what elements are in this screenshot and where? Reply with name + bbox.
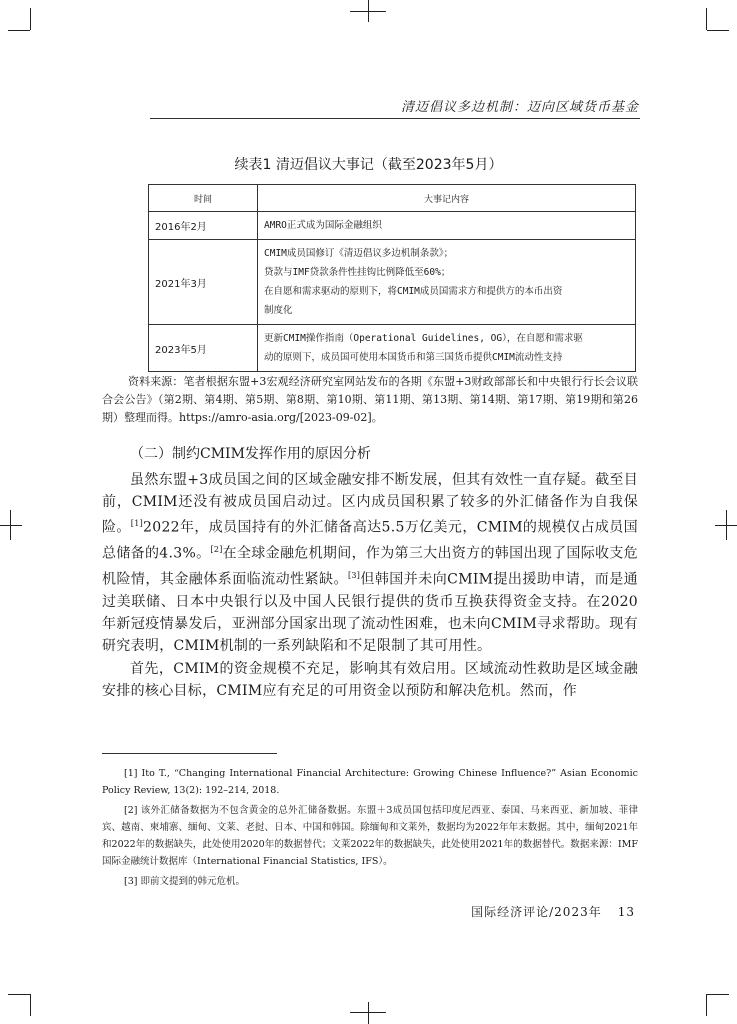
body-text: [102, 469, 638, 702]
text-run: 但韩国并未向CMIM提出援助申请，而是通过美联储、日本中央银行以及中国人民银行提供的货币互换获得资金支持。在2020年新冠疫情暴发后，亚洲部分国家出现了流动性困难，也未向CMIM寻求帮助。现有研究表明，CMIM机制的一系列缺陷和不足限制了其可用性。: [102, 571, 638, 655]
journal-name: 国际经济评论/2023年: [471, 905, 602, 919]
crop-mark: [368, 1002, 369, 1024]
table-row: [149, 240, 636, 325]
content-line: CMIM成员国修订《清迈倡议多边机制条款》；: [264, 248, 454, 259]
crop-mark: [8, 30, 30, 31]
paragraph: [102, 469, 638, 658]
crop-mark: [0, 525, 22, 526]
cell-time: 2016年2月: [149, 212, 258, 240]
running-head: 清迈倡议多边机制：迈向区域货币基金: [400, 100, 639, 115]
crop-mark: [30, 994, 31, 1016]
footnote-rule: [102, 753, 277, 754]
footnote-ref-2[interactable]: [2]: [210, 545, 223, 555]
table-row: [149, 325, 636, 372]
crop-mark: [350, 1012, 386, 1013]
header-rule: [150, 118, 640, 119]
crop-mark: [706, 994, 707, 1016]
footnote-ref-1[interactable]: [1]: [130, 519, 144, 529]
table-row: [149, 212, 636, 240]
cell-content: [258, 212, 636, 240]
content-line: 动的原则下，成员国可使用本国货币和第三国货币提供CMIM流动性支持: [264, 352, 563, 363]
section-heading: （二）制约CMIM发挥作用的原因分析: [130, 446, 371, 462]
text-run: 虽然东盟+3成员国之间的区域金融安排不断发展，但其有效性一直存疑。截至目前，CMIM还没有被成员国启动过。区内成员国积累了较多的外汇储备作为自我保险。: [102, 472, 638, 537]
cell-content: [258, 240, 636, 325]
crop-mark: [715, 525, 737, 526]
events-table: [148, 184, 636, 372]
footnote-ref-3[interactable]: [3]: [347, 571, 361, 581]
table-source-note: 资料来源：笔者根据东盟+3宏观经济研究室网站发布的各期《东盟+3财政部部长和中央银行行长会议联合会公告》（第2期、第4期、第5期、第8期、第10期、第11期、第13期、第14期、第17期、第19期和第26期）整理而得。https://amro-asia.org/[2023-09-02]。: [102, 375, 638, 424]
content-line: 在自愿和需求驱动的原则下，将CMIM成员国需求方和提供方的本币出资: [264, 286, 563, 297]
content-line: 制度化: [264, 305, 293, 316]
crop-mark: [707, 994, 729, 995]
crop-mark: [706, 8, 707, 30]
crop-mark: [8, 994, 30, 995]
cell-time: 2023年5月: [149, 325, 258, 372]
column-header-time: 时间: [149, 185, 258, 212]
page-footer: [471, 903, 635, 920]
cell-time: 2021年3月: [149, 240, 258, 325]
cell-content: [258, 325, 636, 372]
content-line: 贷款与IMF贷款条件性挂钩比例降低至60%；: [264, 267, 451, 278]
crop-mark: [707, 30, 729, 31]
page-number: 13: [617, 905, 635, 919]
content-line: AMRO正式成为国际金融组织: [264, 220, 382, 231]
column-header-content: 大事记内容: [258, 185, 636, 212]
text-run: 在全球金融危机期间，作为第三大出资方的韩国出现了国际收支危机险情，其金融体系面临流动性紧缺。: [102, 545, 638, 588]
paragraph: 首先，CMIM的资金规模不充足，影响其有效启用。区域流动性救助是区域金融安排的核心目标，CMIM应有充足的可用资金以预防和解决危机。然而，作: [102, 660, 638, 699]
footnote: [2] 该外汇储备数据为不包含黄金的总外汇储备数据。东盟＋3成员国包括印度尼西亚、泰国、马来西亚、新加坡、菲律宾、越南、柬埔寨、缅甸、文莱、老挝、日本、中国和韩国。除缅甸和文莱外，数据均为2022年年末数据。其中，缅甸2021年和2022年的数据缺失，此处使用2020年的数据替代；文莱2022年的数据缺失，此处使用2021年的数据替代。数据来源：IMF国际金融统计数据库（International Financial Statistics, IFS）。: [102, 805, 638, 867]
content-line: 更新CMIM操作指南（Operational Guidelines, OG），在自愿和需求驱: [264, 333, 583, 344]
crop-mark: [350, 11, 386, 12]
footnote: [1] Ito T., “Changing International Financial Architecture: Growing Chinese Influence?” Asian Economic Policy Review, 13(2): 192–214, 2018.: [102, 768, 638, 796]
footnote: [3] 即前文提到的韩元危机。: [124, 876, 245, 887]
table-caption: 续表1 清迈倡议大事记（截至2023年5月）: [234, 157, 503, 173]
table-header-row: [149, 185, 636, 212]
text-run: 2022年，成员国持有的外汇储备高达5.5万亿美元，CMIM的规模仅占成员国总储备的4.3%。: [102, 520, 638, 562]
footnotes: [102, 765, 638, 893]
crop-mark: [30, 8, 31, 30]
